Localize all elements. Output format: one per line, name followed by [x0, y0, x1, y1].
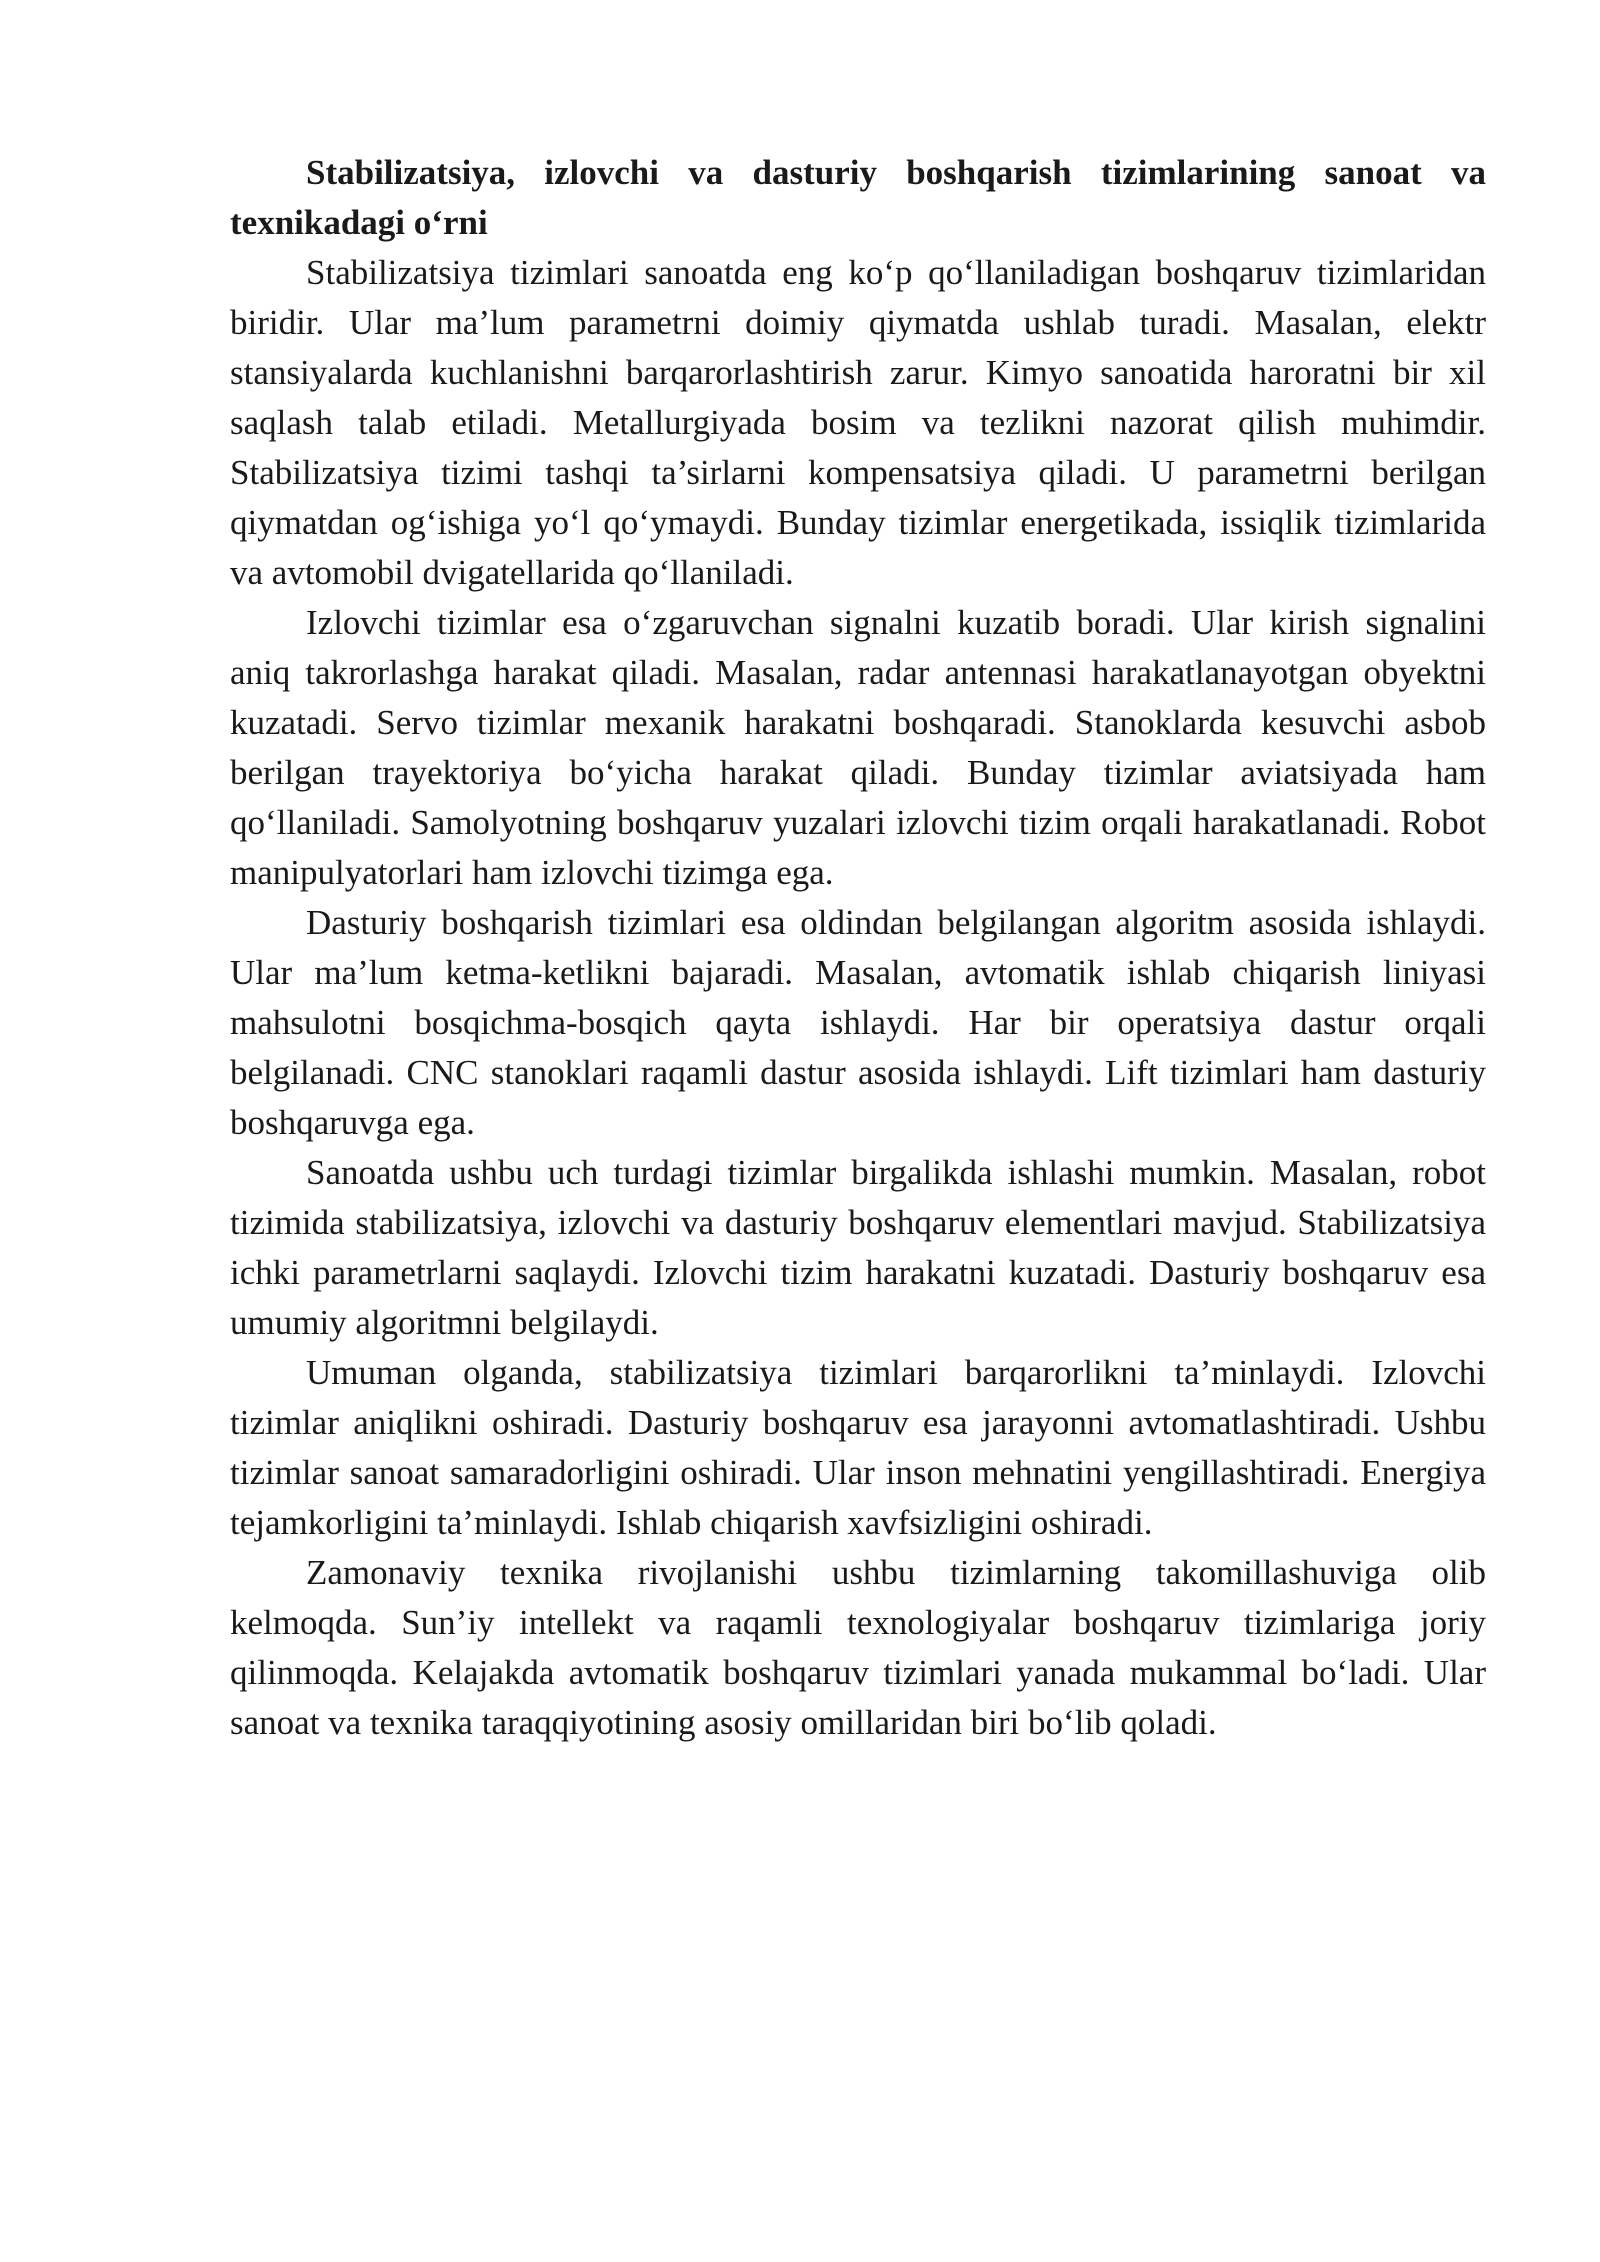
paragraph-combined-systems: Sanoatda ushbu uch turdagi tizimlar birgalikda ishlashi mumkin. Masalan, robot tizimida stabilizatsiya, izlovchi va dasturiy boshqaruv elementlari mavjud. Stabilizatsiya ichki parametrlarni saqlaydi. Izlovchi tizim harakatni kuzatadi. Dasturiy boshqaruv esa umumiy algoritmni belgilaydi. [230, 1153, 1486, 1342]
paragraph-summary: Umuman olganda, stabilizatsiya tizimlari barqarorlikni ta’minlaydi. Izlovchi tizimlar aniqlikni oshiradi. Dasturiy boshqaruv esa jarayonni avtomatlashtiradi. Ushbu tizimlar sanoat samaradorligini oshiradi. Ular inson mehnatini yengillashtiradi. Energiya tejamkorligini ta’minlaydi. Ishlab chiqarish xavfsizligini oshiradi. [230, 1353, 1486, 1542]
paragraph-program-control: Dasturiy boshqarish tizimlari esa oldindan belgilangan algoritm asosida ishlaydi. Ular ma’lum ketma-ketlikni bajaradi. Masalan, avtomatik ishlab chiqarish liniyasi mahsulotni bosqichma-bosqich qayta ishlaydi. Har bir operatsiya dastur orqali belgilanadi. CNC stanoklari raqamli dastur asosida ishlaydi. Lift tizimlari ham dasturiy boshqaruvga ega. [230, 903, 1486, 1142]
paragraph-future: Zamonaviy texnika rivojlanishi ushbu tizimlarning takomillashuviga olib kelmoqda. Sun’iy intellekt va raqamli texnologiyalar boshqaruv tizimlariga joriy qilinmoqda. Kelajakda avtomatik boshqaruv tizimlari yanada mukammal bo‘ladi. Ular sanoat va texnika taraqqiyotining asosiy omillaridan biri bo‘lib qoladi. [230, 1553, 1486, 1742]
document-title: Stabilizatsiya, izlovchi va dasturiy boshqarish tizimlarining sanoat va texnikadagi o‘rni [230, 153, 1486, 242]
document-page [230, 148, 1486, 1748]
paragraph-stabilization: Stabilizatsiya tizimlari sanoatda eng ko‘p qo‘llaniladigan boshqaruv tizimlaridan biridir. Ular ma’lum parametrni doimiy qiymatda ushlab turadi. Masalan, elektr stansiyalarda kuchlanishni barqarorlashtirish zarur. Kimyo sanoatida haroratni bir xil saqlash talab etiladi. Metallurgiyada bosim va tezlikni nazorat qilish muhimdir. Stabilizatsiya tizimi tashqi ta’sirlarni kompensatsiya qiladi. U parametrni berilgan qiymatdan og‘ishiga yo‘l qo‘ymaydi. Bunday tizimlar energetikada, issiqlik tizimlarida va avtomobil dvigatellarida qo‘llaniladi. [230, 253, 1486, 592]
paragraph-tracking-systems: Izlovchi tizimlar esa o‘zgaruvchan signalni kuzatib boradi. Ular kirish signalini aniq takrorlashga harakat qiladi. Masalan, radar antennasi harakatlanayotgan obyektni kuzatadi. Servo tizimlar mexanik harakatni boshqaradi. Stanoklarda kesuvchi asbob berilgan trayektoriya bo‘yicha harakat qiladi. Bunday tizimlar aviatsiyada ham qo‘llaniladi. Samolyotning boshqaruv yuzalari izlovchi tizim orqali harakatlanadi. Robot manipulyatorlari ham izlovchi tizimga ega. [230, 603, 1486, 892]
